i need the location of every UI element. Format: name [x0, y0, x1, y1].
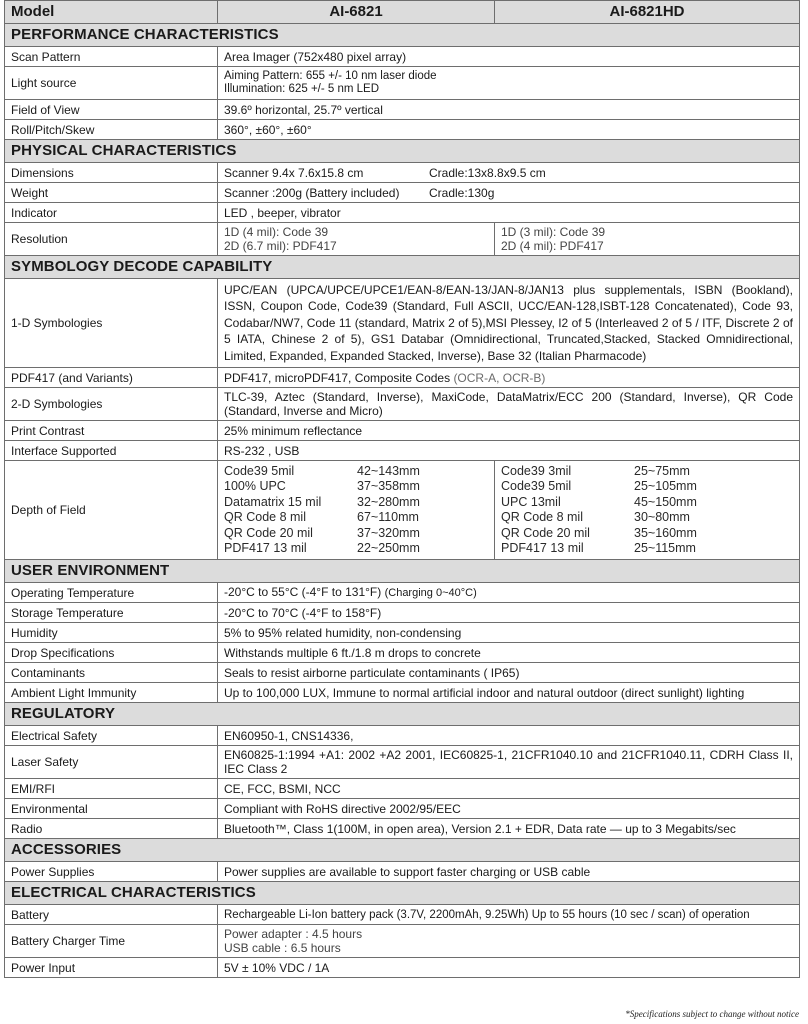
spec-label: Power Supplies: [5, 862, 218, 882]
section-physical: [5, 140, 800, 163]
spec-row-scan-pattern: [5, 47, 800, 67]
spec-value: Up to 100,000 LUX, Immune to normal artificial indoor and natural outdoor (direct sunlight) lighting: [218, 683, 800, 703]
spec-label: Battery Charger Time: [5, 925, 218, 958]
spec-value: [218, 183, 800, 203]
weight-scanner: Scanner :200g (Battery included): [224, 185, 400, 200]
operating-temp-range: -20°C to 55°C (-4°F to 131°F): [224, 585, 382, 599]
spec-label: Print Contrast: [5, 421, 218, 441]
dof-range: 32~280mm: [357, 494, 420, 509]
dof-code: QR Code 8 mil: [501, 510, 583, 524]
spec-label: Field of View: [5, 100, 218, 120]
model-header-row: [5, 1, 800, 24]
footnote: *Specifications subject to change without notice: [625, 1009, 799, 1019]
spec-value: 360°, ±60°, ±60°: [218, 120, 800, 140]
spec-row-laser-safety: [5, 746, 800, 779]
dof-code: Code39 5mil: [224, 463, 295, 478]
dof-range: 30~80mm: [634, 510, 690, 524]
resolution-1d: 1D (3 mil): Code 39: [501, 225, 606, 239]
spec-value: EN60950-1, CNS14336,: [218, 726, 800, 746]
dof-range: 25~115mm: [634, 541, 696, 555]
dof-code: Code39 5mil: [501, 479, 572, 493]
pdf417-ocr: (OCR-A, OCR-B): [453, 370, 546, 385]
spec-label: Indicator: [5, 203, 218, 223]
spec-label: Resolution: [5, 223, 218, 256]
spec-value: UPC/EAN (UPCA/UPCE/UPCE1/EAN-8/EAN-13/JAN-8/JAN13 plus supplementals, ISBN (Bookland), ISSN, Coupon Code, Code39 (Standard, Full ASCII, UCC/EAN-128,ISBT-128 Concatenated), Code 93, Codabar/NW7, Code 11 (standard, Matrix 2 of 5),MSI Plessey, I2 of 5 (Interleaved 2 of 5 / ITF, Discrete 2 of 5 IATA, Chinese 2 of 5), GS1 Databar (Omnidirectional, Truncated,Stacked, Stacked Omnidirectional, Limited, Expanded, Expanded Stacked, Inverse), Base 32 (Italian Pharmacode): [218, 279, 800, 368]
spec-label: Radio: [5, 819, 218, 839]
spec-label: Environmental: [5, 799, 218, 819]
spec-row-1d-symbologies: [5, 279, 800, 368]
spec-row-interface: [5, 441, 800, 461]
spec-row-environmental: [5, 799, 800, 819]
charger-adapter: Power adapter : 4.5 hours: [224, 927, 363, 941]
spec-row-emi-rfi: [5, 779, 800, 799]
spec-label: Drop Specifications: [5, 643, 218, 663]
spec-row-pdf417: [5, 368, 800, 388]
spec-value: [218, 368, 800, 388]
spec-value: Power supplies are available to support faster charging or USB cable: [218, 862, 800, 882]
spec-label: 1-D Symbologies: [5, 279, 218, 368]
spec-row-battery: [5, 905, 800, 925]
resolution-2d: 2D (6.7 mil): PDF417: [224, 239, 337, 253]
dof-ai6821: [218, 461, 495, 560]
spec-row-indicator: [5, 203, 800, 223]
spec-row-ambient-light: [5, 683, 800, 703]
model-ai6821hd: AI-6821HD: [495, 1, 800, 24]
spec-label: Scan Pattern: [5, 47, 218, 67]
dof-range: 35~160mm: [634, 525, 697, 540]
charging-temp: (Charging 0~40°C): [384, 587, 477, 599]
dof-range: 67~110mm: [357, 510, 419, 524]
spec-label: Dimensions: [5, 163, 218, 183]
spec-sheet: [4, 0, 799, 978]
spec-value: Seals to resist airborne particulate contaminants ( IP65): [218, 663, 800, 683]
weight-cradle: Cradle:130g: [429, 185, 495, 200]
section-title: PERFORMANCE CHARACTERISTICS: [5, 24, 800, 47]
spec-value: Area Imager (752x480 pixel array): [218, 47, 800, 67]
spec-value: Withstands multiple 6 ft./1.8 m drops to concrete: [218, 643, 800, 663]
spec-value: 39.6º horizontal, 25.7º vertical: [218, 100, 800, 120]
section-electrical: [5, 882, 800, 905]
section-title: ELECTRICAL CHARACTERISTICS: [5, 882, 800, 905]
spec-label: Light source: [5, 67, 218, 100]
dof-code: QR Code 20 mil: [501, 525, 590, 540]
section-title: PHYSICAL CHARACTERISTICS: [5, 140, 800, 163]
section-environment: [5, 560, 800, 583]
section-title: SYMBOLOGY DECODE CAPABILITY: [5, 256, 800, 279]
dof-code: 100% UPC: [224, 479, 286, 493]
dof-code: QR Code 8 mil: [224, 510, 306, 524]
light-illumination: Illumination: 625 +/- 5 nm LED: [224, 83, 380, 95]
dof-list: [224, 464, 488, 557]
dof-range: 37~358mm: [357, 479, 420, 493]
spec-label: PDF417 (and Variants): [5, 368, 218, 388]
dof-range: 25~75mm: [634, 463, 690, 478]
charger-usb: USB cable : 6.5 hours: [224, 941, 341, 955]
section-regulatory: [5, 703, 800, 726]
section-accessories: [5, 839, 800, 862]
dof-code: Code39 3mil: [501, 463, 572, 478]
spec-row-depth-of-field: [5, 461, 800, 560]
spec-row-print-contrast: [5, 421, 800, 441]
spec-value: Rechargeable Li-Ion battery pack (3.7V, 2200mAh, 9.25Wh) Up to 55 hours (10 sec / scan) of operation: [218, 905, 800, 925]
spec-value: [218, 583, 800, 603]
spec-value: 25% minimum reflectance: [218, 421, 800, 441]
spec-value: 5% to 95% related humidity, non-condensing: [218, 623, 800, 643]
resolution-ai6821: [218, 223, 495, 256]
spec-value: RS-232 , USB: [218, 441, 800, 461]
spec-value: LED , beeper, vibrator: [218, 203, 800, 223]
spec-label: Ambient Light Immunity: [5, 683, 218, 703]
dof-code: UPC 13mil: [501, 494, 561, 509]
spec-row-2d-symbologies: [5, 388, 800, 421]
resolution-2d: 2D (4 mil): PDF417: [501, 239, 604, 253]
spec-value: EN60825-1:1994 +A1: 2002 +A2 2001, IEC60825-1, 21CFR1040.10 and 21CFR1040.11, CDRH Class II, IEC Class 2: [218, 746, 800, 779]
section-symbology: [5, 256, 800, 279]
dof-code: Datamatrix 15 mil: [224, 494, 322, 509]
spec-value: -20°C to 70°C (-4°F to 158°F): [218, 603, 800, 623]
spec-row-charger-time: [5, 925, 800, 958]
model-label: Model: [5, 1, 218, 24]
spec-row-resolution: [5, 223, 800, 256]
dof-range: 45~150mm: [634, 494, 697, 509]
spec-label: Weight: [5, 183, 218, 203]
spec-label: Power Input: [5, 958, 218, 978]
spec-label: 2-D Symbologies: [5, 388, 218, 421]
section-title: REGULATORY: [5, 703, 800, 726]
spec-label: Operating Temperature: [5, 583, 218, 603]
spec-label: Battery: [5, 905, 218, 925]
resolution-1d: 1D (4 mil): Code 39: [224, 225, 329, 239]
spec-label: Interface Supported: [5, 441, 218, 461]
section-title: ACCESSORIES: [5, 839, 800, 862]
spec-row-electrical-safety: [5, 726, 800, 746]
dof-code: PDF417 13 mil: [501, 541, 584, 555]
dof-list: [501, 464, 793, 557]
spec-label: Roll/Pitch/Skew: [5, 120, 218, 140]
spec-label: Depth of Field: [5, 461, 218, 560]
dof-range: 42~143mm: [357, 463, 420, 478]
section-performance: [5, 24, 800, 47]
dimensions-cradle: Cradle:13x8.8x9.5 cm: [429, 165, 546, 180]
spec-row-field-of-view: [5, 100, 800, 120]
spec-value: [218, 925, 800, 958]
model-ai6821: AI-6821: [218, 1, 495, 24]
spec-label: EMI/RFI: [5, 779, 218, 799]
spec-value: 5V ± 10% VDC / 1A: [218, 958, 800, 978]
spec-value: TLC-39, Aztec (Standard, Inverse), MaxiCode, DataMatrix/ECC 200 (Standard, Inverse), QR Code (Standard, Inverse and Micro): [218, 388, 800, 421]
spec-row-dimensions: [5, 163, 800, 183]
spec-row-roll-pitch-skew: [5, 120, 800, 140]
light-aiming: Aiming Pattern: 655 +/- 10 nm laser diode: [224, 70, 437, 82]
section-title: USER ENVIRONMENT: [5, 560, 800, 583]
spec-row-drop: [5, 643, 800, 663]
spec-row-humidity: [5, 623, 800, 643]
spec-value: [218, 163, 800, 183]
spec-row-storage-temp: [5, 603, 800, 623]
spec-row-power-input: [5, 958, 800, 978]
dof-ai6821hd: [495, 461, 800, 560]
spec-label: Electrical Safety: [5, 726, 218, 746]
spec-row-radio: [5, 819, 800, 839]
spec-label: Storage Temperature: [5, 603, 218, 623]
dof-range: 37~320mm: [357, 525, 420, 540]
spec-row-weight: [5, 183, 800, 203]
spec-value: [218, 67, 800, 100]
spec-row-contaminants: [5, 663, 800, 683]
spec-label: Humidity: [5, 623, 218, 643]
resolution-ai6821hd: [495, 223, 800, 256]
spec-label: Contaminants: [5, 663, 218, 683]
spec-row-light-source: [5, 67, 800, 100]
dimensions-scanner: Scanner 9.4x 7.6x15.8 cm: [224, 165, 364, 180]
dof-range: 25~105mm: [634, 479, 697, 493]
spec-row-power-supplies: [5, 862, 800, 882]
spec-table: [4, 0, 800, 978]
dof-code: QR Code 20 mil: [224, 525, 313, 540]
pdf417-codes: PDF417, microPDF417, Composite Codes: [224, 370, 451, 385]
spec-row-operating-temp: [5, 583, 800, 603]
spec-value: Compliant with RoHS directive 2002/95/EEC: [218, 799, 800, 819]
spec-value: CE, FCC, BSMI, NCC: [218, 779, 800, 799]
spec-label: Laser Safety: [5, 746, 218, 779]
spec-value: Bluetooth™, Class 1(100M, in open area), Version 2.1 + EDR, Data rate — up to 3 Megabits/sec: [218, 819, 800, 839]
dof-code: PDF417 13 mil: [224, 541, 307, 555]
dof-range: 22~250mm: [357, 541, 420, 555]
